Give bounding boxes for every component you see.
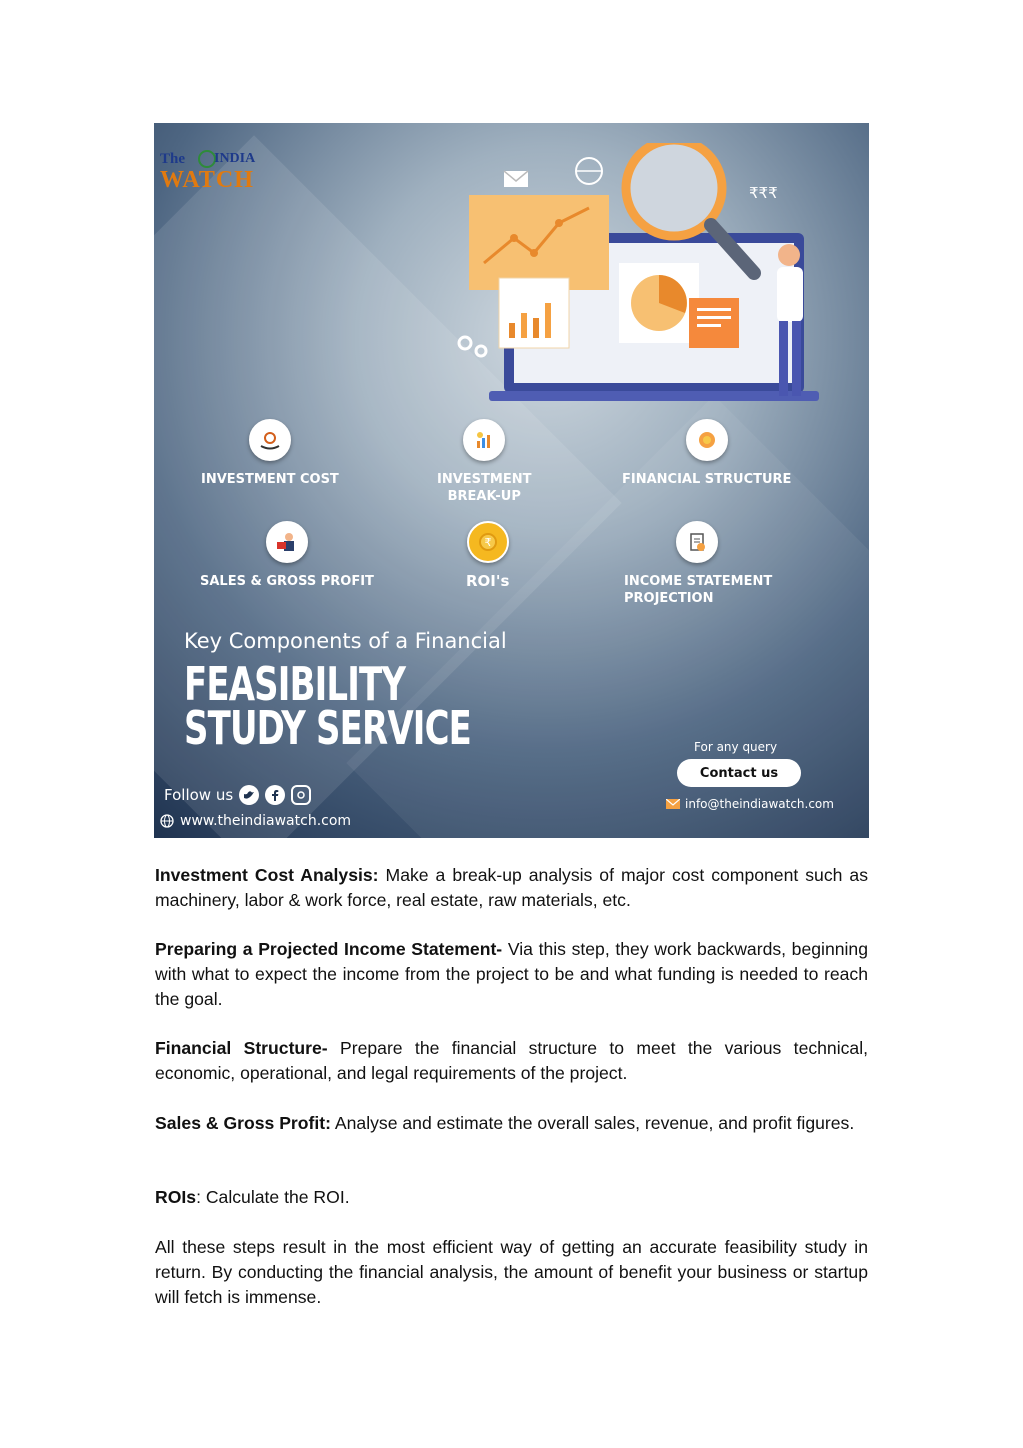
feature-income-statement bbox=[624, 521, 772, 607]
heading-study-service: STUDY SERVICE bbox=[184, 701, 472, 755]
globe-icon bbox=[160, 814, 174, 828]
heading-subtitle: Key Components of a Financial bbox=[184, 629, 507, 653]
logo-watch: WATCH bbox=[160, 167, 254, 193]
email-address: info@theindiawatch.com bbox=[685, 797, 834, 811]
feature-investment-breakup bbox=[437, 419, 531, 505]
rupee-coin-icon bbox=[467, 521, 509, 563]
feature-investment-cost bbox=[201, 419, 339, 488]
paragraph-investment-cost bbox=[155, 863, 868, 913]
document-card-icon bbox=[689, 298, 739, 348]
follow-us-row bbox=[164, 785, 311, 805]
twitter-icon[interactable] bbox=[239, 785, 259, 805]
bar-chart-coin-icon bbox=[463, 419, 505, 461]
contact-us-button[interactable]: Contact us bbox=[677, 759, 801, 787]
paragraph-text: Make a break-up analysis of major cost component such as machinery, labor & work force, real estate, raw materials, etc. bbox=[155, 865, 868, 910]
paragraph-heading: Sales & Gross Profit: bbox=[155, 1113, 331, 1133]
feature-label: ROI's bbox=[466, 572, 510, 590]
feature-label-line2: PROJECTION bbox=[624, 591, 714, 606]
feature-label: INVESTMENT COST bbox=[201, 472, 339, 487]
india-watch-logo bbox=[160, 127, 280, 191]
svg-text:₹: ₹ bbox=[484, 536, 492, 549]
feature-sales-gross-profit bbox=[200, 521, 374, 590]
feature-label-line1: INCOME STATEMENT bbox=[624, 574, 773, 589]
feature-label-line1: INVESTMENT bbox=[437, 472, 532, 487]
heading-feasibility: FEASIBILITY bbox=[184, 657, 406, 711]
follow-label: Follow us bbox=[164, 786, 234, 804]
rupee-marks: ₹₹₹ bbox=[749, 184, 778, 202]
paragraph-text: Analyse and estimate the overall sales, revenue, and profit figures. bbox=[331, 1113, 855, 1133]
person-icon bbox=[778, 244, 800, 266]
paragraph-text: Via this step, they work backwards, beginning with what to expect the income from the project to be and what funding is needed to reach the goal. bbox=[155, 939, 868, 1009]
mail-icon bbox=[666, 799, 680, 809]
paragraph-text: Prepare the financial structure to meet the various technical, economic, operational, and legal requirements of the project. bbox=[155, 1038, 869, 1083]
logo-india: INDIA bbox=[214, 151, 256, 166]
paragraph-income-statement bbox=[155, 937, 868, 1012]
paragraph-text: : Calculate the ROI. bbox=[196, 1187, 350, 1207]
salesman-icon bbox=[266, 521, 308, 563]
hand-money-icon bbox=[249, 419, 291, 461]
feature-label: SALES & GROSS PROFIT bbox=[200, 574, 374, 589]
paragraph-heading: Financial Structure- bbox=[155, 1038, 328, 1058]
feature-financial-structure bbox=[622, 419, 791, 488]
promo-banner bbox=[154, 123, 869, 838]
paragraph-rois bbox=[155, 1185, 868, 1210]
gear-icon bbox=[459, 337, 471, 349]
instagram-icon[interactable] bbox=[291, 785, 311, 805]
paragraph-conclusion bbox=[155, 1235, 868, 1310]
logo-the: The bbox=[160, 151, 186, 167]
feature-label: FINANCIAL STRUCTURE bbox=[622, 472, 792, 487]
feature-label-line2: BREAK-UP bbox=[447, 489, 521, 504]
facebook-icon[interactable] bbox=[265, 785, 285, 805]
document-rupee-icon bbox=[676, 521, 718, 563]
email-link[interactable] bbox=[666, 797, 834, 811]
gear-icon bbox=[476, 346, 486, 356]
coins-stack-icon bbox=[686, 419, 728, 461]
website-url: www.theindiawatch.com bbox=[180, 813, 352, 829]
paragraph-financial-structure bbox=[155, 1036, 868, 1086]
website-link[interactable] bbox=[160, 813, 351, 829]
feature-rois bbox=[466, 521, 509, 590]
paragraph-heading: Preparing a Projected Income Statement- bbox=[155, 939, 503, 959]
query-text: For any query bbox=[694, 740, 778, 754]
paragraph-heading: ROIs bbox=[155, 1187, 197, 1207]
paragraph-heading: Investment Cost Analysis: bbox=[155, 865, 379, 885]
paragraph-text: All these steps result in the most efficient way of getting an accurate feasibility study in return. By conducting the financial analysis, the amount of benefit your business or startup will fetch is immense. bbox=[155, 1237, 868, 1307]
paragraph-sales-gross-profit bbox=[155, 1111, 868, 1136]
